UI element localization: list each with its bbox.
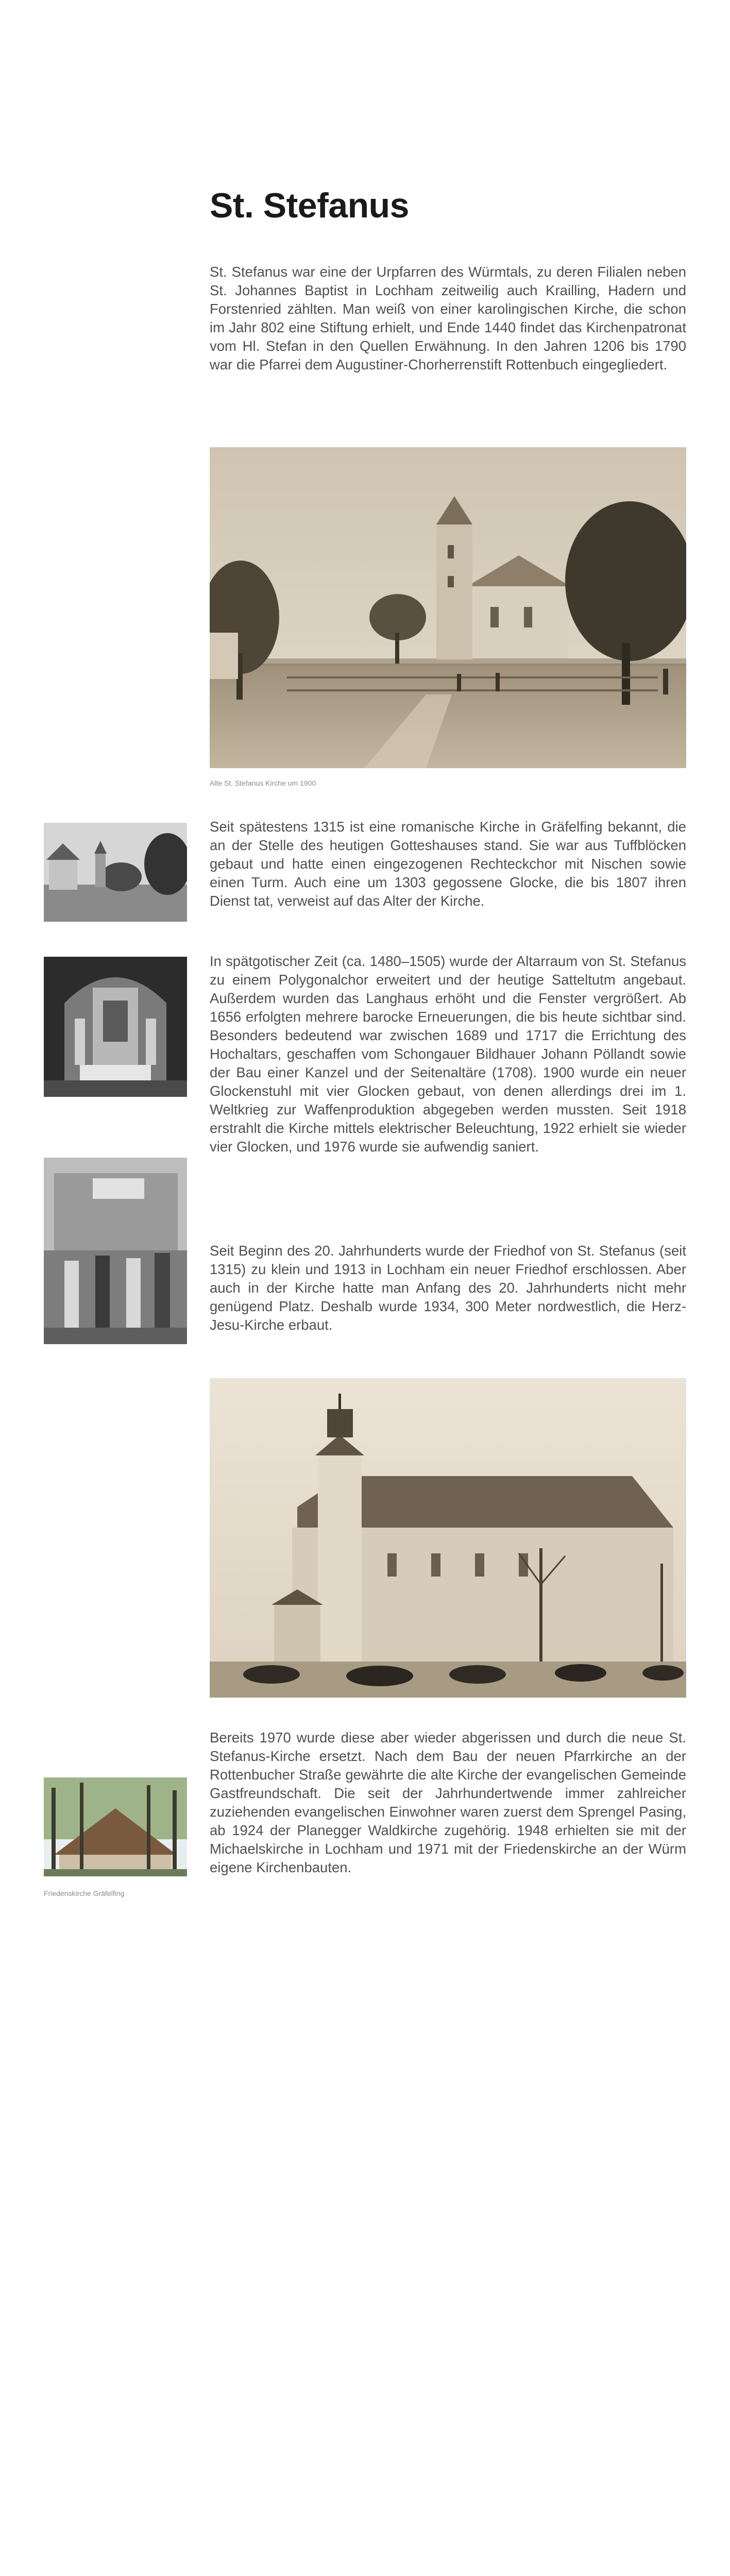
cemetery-paragraph: Seit Beginn des 20. Jahrhunderts wurde der Friedhof von St. Stefanus (seit 1315) zu klein und 1913 in Lochham ein neuer Friedhof erschlossen. Aber auch in der Kirche hatte man Anfang des 20. Jahrhunderts nicht mehr genügend Platz. Deshalb wurde 1934, 300 Meter nordwestlich, die Herz-Jesu-Kirche erbaut.	[210, 1243, 686, 1333]
page-title: St. Stefanus	[210, 186, 409, 225]
old-church-caption: Alte St. Stefanus Kirche um 1900	[210, 779, 316, 787]
late-gothic-paragraph: In spätgotischer Zeit (ca. 1480–1505) wurde der Altarraum von St. Stefanus zu einem Polygonalchor erweitert und der heutige Satteltutm angebaut. Außerdem wurden das Langhaus erhöht und die Fenster vergrößert. Ab 1656 erfolgten mehrere barocke Erneuerungen, die bis heute sichtbar sind. Besonders bedeutend war zwischen 1689 und 1717 die Errichtung des Hochaltars, geschaffen vom Schongauer Bildhauer Johann Pöllandt sowie der Bau einer Kanzel und der Seitenaltäre (1708). 1900 wurde ein neuer Glockenstuhl mit vier Glocken gebaut, von denen allerdings drei im 1. Weltkrieg zur Waffenproduktion abgegeben werden mussten. Seit 1918 erstrahlt die Kirche mittels elektrischer Beleuchtung, 1922 erhielt sie wieder vier Glocken, und 1976 wurde sie aufwendig saniert.	[210, 953, 686, 1155]
romanesque-paragraph: Seit spätestens 1315 ist eine romanische Kirche in Gräfelfing bekannt, die an der Stelle des heutigen Gotteshauses stand. Sie war aus Tuffblöcken gebaut und hatte einen eingezogenen Rechteckchor mit Nischen sowie einen Turm. Auch eine um 1303 gegossene Glocke, die bis 1807 ihren Dienst tat, verweist auf das Alter der Kirche.	[210, 819, 686, 909]
herz-jesu-church-photo	[210, 1378, 686, 1698]
altar-photo	[44, 957, 187, 1097]
intro-paragraph: St. Stefanus war eine der Urpfarren des Würmtals, zu deren Filialen neben St. Johannes Baptist in Lochham zeitweilig auch Krailling, Hadern und Forstenried zählten. Man weiß von einer karolingischen Kirche, die schon im Jahr 802 eine Stiftung erhielt, und Ende 1440 findet das Kirchenpatronat vom Hl. Stefan in den Quellen Erwähnung. In den Jahren 1206 bis 1790 war die Pfarrei dem Augustiner-Chorherrenstift Rottenbuch eingegliedert.	[210, 264, 686, 372]
village-photo	[44, 823, 187, 922]
old-church-photo	[210, 447, 686, 768]
congregation-photo	[44, 1158, 187, 1344]
friedenskirche-photo	[44, 1777, 187, 1876]
friedenskirche-caption: Friedenskirche Gräfelfing	[44, 1889, 125, 1897]
new-church-paragraph: Bereits 1970 wurde diese aber wieder abgerissen und durch die neue St. Stefanus-Kirche ersetzt. Nach dem Bau der neuen Pfarrkirche an der Rottenbucher Straße gewährte die alte Kirche der evangelischen Gemeinde Gastfreundschaft. Die seit der Jahrhundertwende immer zahlreicher zuziehenden evangelischen Einwohner waren zuerst dem Sprengel Pasing, ab 1924 der Planegger Waldkirche zugehörig. 1948 erhielten sie mit der Michaelskirche in Lochham und 1971 mit der Friedenskirche an der Würm eigene Kirchenbauten.	[210, 1730, 686, 1875]
